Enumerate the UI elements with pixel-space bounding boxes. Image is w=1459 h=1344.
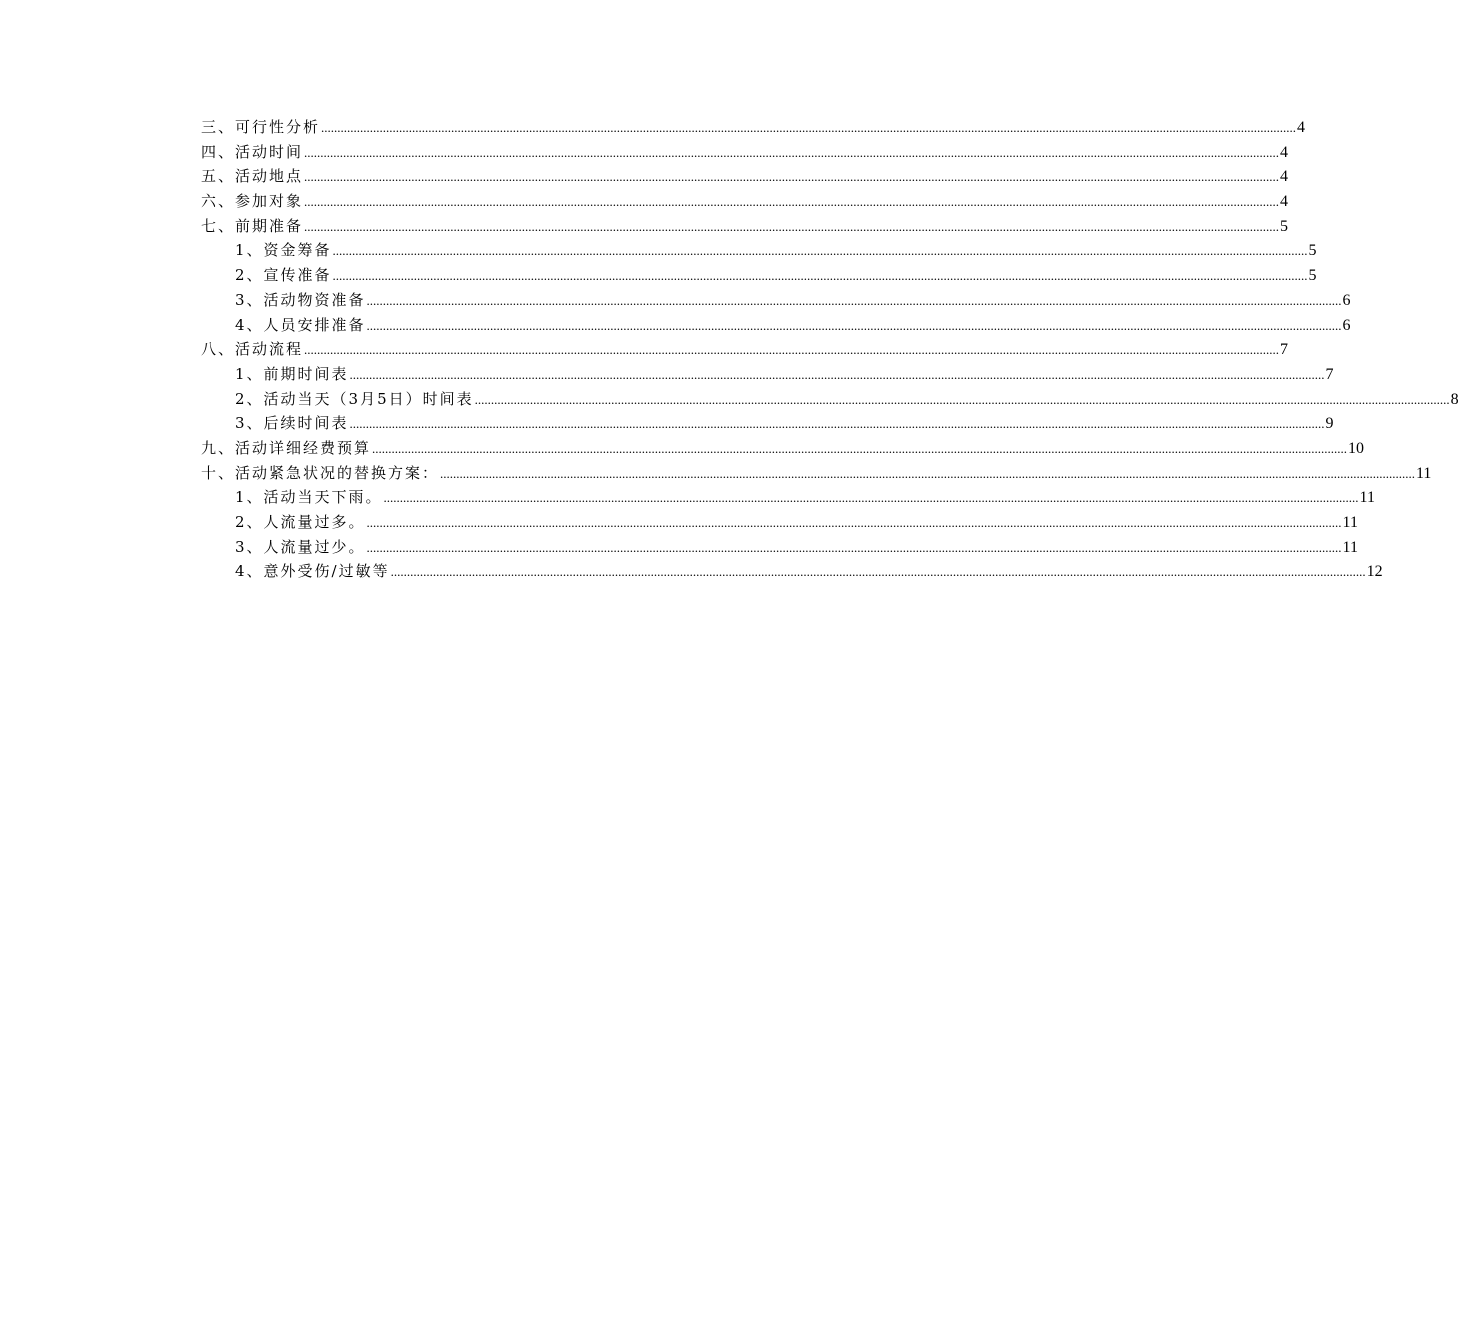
toc-entry-title: 2、人流量过多。 [235, 513, 366, 531]
toc-entry[interactable] [201, 411, 1334, 436]
toc-leader-dots: ............................................................................................................................................................................................................................................................................................................ [304, 144, 1280, 160]
toc-entry[interactable] [201, 238, 1317, 263]
toc-entry-page: 11 [1342, 538, 1358, 556]
toc-entry[interactable] [201, 485, 1375, 510]
toc-entry-title: 3、后续时间表 [235, 414, 349, 433]
toc-entry-page: 4 [1280, 143, 1289, 161]
toc-entry-page: 10 [1348, 439, 1365, 457]
toc-leader-dots: ............................................................................................................................................................................................................................................................................................................ [366, 292, 1342, 308]
toc-entry-title: 八、活动流程 [201, 340, 304, 359]
toc-entry-page: 11 [1359, 489, 1375, 507]
toc-entry-title: 六、参加对象 [201, 192, 304, 211]
toc-entry-title: 十、活动紧急状况的替换方案： [201, 463, 440, 482]
toc-entry-title: 三、可行性分析 [201, 118, 321, 136]
toc-entry-page: 6 [1342, 291, 1351, 309]
toc-entry-page: 5 [1308, 267, 1317, 285]
toc-entry-title: 1、活动当天下雨。 [235, 488, 383, 507]
toc-leader-dots: ............................................................................................................................................................................................................................................................................................................ [304, 169, 1280, 185]
toc-entry[interactable] [201, 313, 1351, 338]
toc-entry[interactable] [201, 510, 1358, 535]
toc-entry[interactable] [201, 164, 1289, 189]
toc-entry[interactable] [201, 288, 1351, 313]
toc-entry[interactable] [201, 461, 1432, 486]
toc-leader-dots: ............................................................................................................................................................................................................................................................................................................ [383, 490, 1359, 506]
table-of-contents [201, 115, 1459, 584]
toc-entry[interactable] [201, 436, 1365, 461]
toc-entry-page: 4 [1280, 168, 1289, 186]
toc-entry-page: 5 [1308, 242, 1317, 260]
toc-leader-dots: ............................................................................................................................................................................................................................................................................................................ [304, 342, 1280, 358]
toc-entry-page: 7 [1325, 365, 1334, 383]
toc-entry-page: 4 [1280, 193, 1289, 211]
toc-entry-title: 1、前期时间表 [235, 364, 349, 383]
toc-entry-title: 1、资金筹备 [235, 241, 332, 260]
toc-leader-dots: ............................................................................................................................................................................................................................................................................................................ [474, 391, 1450, 407]
toc-entry[interactable] [201, 115, 1306, 140]
toc-entry[interactable] [201, 362, 1334, 387]
toc-leader-dots: ............................................................................................................................................................................................................................................................................................................ [332, 243, 1308, 259]
toc-entry-title: 3、人流量过少。 [235, 537, 366, 556]
toc-entry[interactable] [201, 140, 1289, 165]
toc-entry-title: 2、宣传准备 [235, 266, 332, 285]
toc-entry-page: 5 [1280, 217, 1289, 235]
toc-entry[interactable] [201, 337, 1289, 362]
toc-leader-dots: ............................................................................................................................................................................................................................................................................................................ [440, 465, 1416, 481]
toc-entry-page: 7 [1280, 341, 1289, 359]
toc-entry-page: 12 [1366, 563, 1383, 581]
toc-entry[interactable] [201, 263, 1317, 288]
toc-leader-dots: ............................................................................................................................................................................................................................................................................................................ [304, 194, 1280, 210]
toc-entry[interactable] [201, 189, 1289, 214]
toc-entry[interactable] [201, 535, 1358, 560]
toc-entry-page: 11 [1342, 514, 1358, 531]
toc-leader-dots: ............................................................................................................................................................................................................................................................................................................ [349, 416, 1325, 432]
toc-leader-dots: ............................................................................................................................................................................................................................................................................................................ [366, 515, 1342, 530]
toc-entry[interactable] [201, 559, 1383, 584]
toc-leader-dots: ............................................................................................................................................................................................................................................................................................................ [366, 317, 1342, 333]
toc-entry-title: 五、活动地点 [201, 167, 304, 186]
toc-entry-page: 8 [1450, 390, 1459, 408]
toc-entry[interactable] [201, 214, 1289, 239]
toc-entry-title: 2、活动当天（3月5日）时间表 [235, 389, 474, 408]
toc-entry-title: 4、人员安排准备 [235, 315, 366, 334]
toc-leader-dots: ............................................................................................................................................................................................................................................................................................................ [349, 366, 1325, 382]
toc-entry-page: 4 [1297, 119, 1306, 136]
toc-entry-title: 九、活动详细经费预算 [201, 438, 372, 457]
toc-entry-page: 9 [1325, 415, 1334, 433]
toc-entry-title: 七、前期准备 [201, 216, 304, 235]
toc-leader-dots: ............................................................................................................................................................................................................................................................................................................ [372, 440, 1348, 456]
toc-leader-dots: ............................................................................................................................................................................................................................................................................................................ [366, 539, 1342, 555]
toc-entry-page: 11 [1416, 464, 1432, 482]
toc-entry-title: 4、意外受伤/过敏等 [235, 562, 390, 581]
toc-entry-title: 3、活动物资准备 [235, 290, 366, 309]
toc-leader-dots: ............................................................................................................................................................................................................................................................................................................ [390, 564, 1366, 580]
toc-leader-dots: ............................................................................................................................................................................................................................................................................................................ [332, 268, 1308, 284]
toc-leader-dots: ............................................................................................................................................................................................................................................................................................................ [304, 218, 1280, 234]
toc-entry-title: 四、活动时间 [201, 142, 304, 161]
toc-leader-dots: ............................................................................................................................................................................................................................................................................................................ [321, 120, 1297, 135]
toc-entry-page: 6 [1342, 316, 1351, 334]
toc-entry[interactable] [201, 387, 1459, 412]
